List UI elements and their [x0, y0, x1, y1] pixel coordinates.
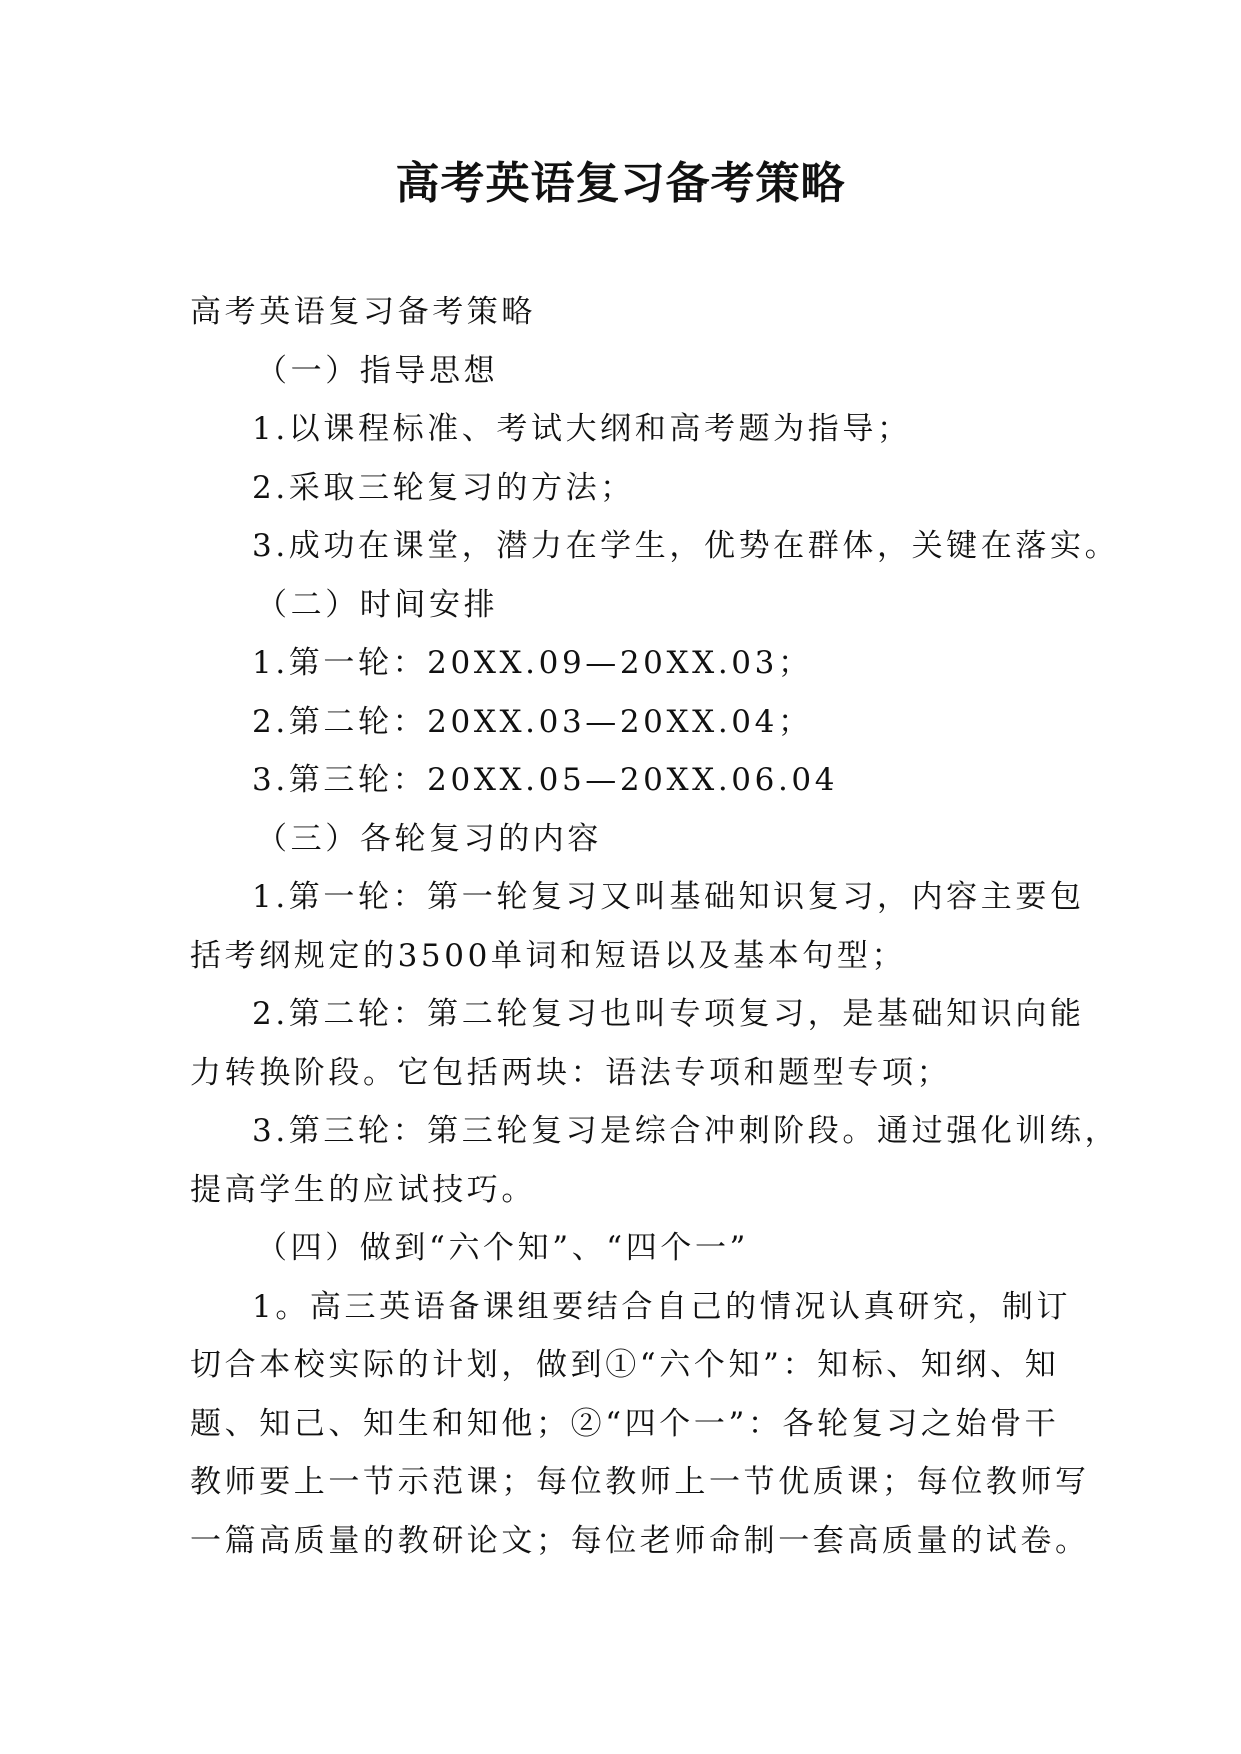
paragraph-line: 2.第二轮：20XX.03—20XX.04； [252, 703, 813, 740]
paragraph-line: 1.第一轮：20XX.09—20XX.03； [252, 645, 813, 681]
paragraph-line: 3.第三轮：第三轮复习是综合冲刺阶段。通过强化训练， [252, 1113, 1120, 1149]
paragraph-line: 提高学生的应试技巧。 [190, 1171, 536, 1208]
paragraph-line: 2.第二轮：第二轮复习也叫专项复习，是基础知识向能 [252, 996, 1085, 1032]
paragraph-line: 1。高三英语备课组要结合自己的情况认真研究，制订 [252, 1288, 1072, 1325]
paragraph-line: 1.第一轮：第一轮复习又叫基础知识复习，内容主要包 [252, 879, 1085, 915]
section-heading-4: （四）做到“六个知”、“四个一” [256, 1230, 749, 1266]
paragraph-line: 教师要上一节示范课；每位教师上一节优质课；每位教师写 [190, 1464, 1090, 1500]
body-heading: 高考英语复习备考策略 [190, 294, 536, 330]
paragraph-line: 题、知己、知生和知他；②“四个一”：各轮复习之始骨干 [190, 1405, 1060, 1442]
paragraph-line: 2.采取三轮复习的方法； [252, 469, 635, 506]
paragraph-line: 一篇高质量的教研论文；每位老师命制一套高质量的试卷。 [190, 1522, 1090, 1559]
paragraph-line: 1.以课程标准、考试大纲和高考题为指导； [252, 411, 912, 447]
paragraph-line: 3.第三轮：20XX.05—20XX.06.04 [252, 762, 839, 798]
document-title: 高考英语复习备考策略 [395, 158, 846, 209]
document-body [190, 283, 1120, 1570]
paragraph-line: 切合本校实际的计划，做到①“六个知”：知标、知纲、知 [190, 1347, 1060, 1383]
paragraph-line: 括考纲规定的3500单词和短语以及基本句型； [190, 937, 907, 974]
paragraph-line: 3.成功在课堂，潜力在学生，优势在群体，关键在落实。 [252, 528, 1120, 564]
paragraph-line: 力转换阶段。它包括两块：语法专项和题型专项； [190, 1054, 952, 1091]
section-heading-2: （二）时间安排 [256, 586, 499, 623]
section-heading-1: （一）指导思想 [256, 352, 499, 389]
section-heading-3: （三）各轮复习的内容 [256, 820, 602, 857]
